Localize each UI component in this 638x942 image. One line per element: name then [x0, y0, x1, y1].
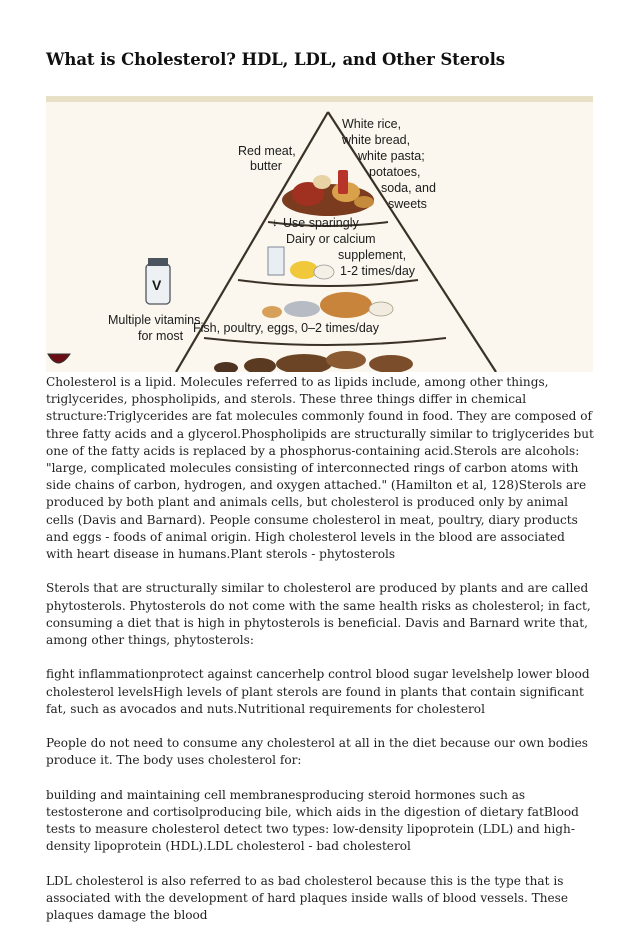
use-sparingly-label: Use sparingly — [283, 216, 359, 230]
tier-divider-2 — [238, 280, 418, 286]
top-tier-foods — [282, 170, 374, 216]
paragraph-1: Cholesterol is a lipid. Molecules referred to as lipids include, among other things, triglycerides, phospholipids, and sterols. These three things differ in chemical structure:Triglycerides are fat molecules commonly found in food. They are composed of three fatty acids and a glycerol.Phospholipids are structurally similar to triglycerides but one of the fatty acids is replaced by a phosphorus-containing acid.Sterols are alcohols: "large, complicated molecules consisting of interconnected rings of carbon atoms with side chains of carbon, hydrogen, and oxygen attached." (Hamilton et al, 128)Sterols are produced by both plant and animals cells, but cholesterol is produced only by animal cells (Davis and Barnard). People consume cholesterol in meat, poultry, diary products and eggs - foods of animal origin. High cholesterol levels in the blood are associated with heart disease in humans.Plant sterols - phytosterols — [46, 375, 594, 562]
food-pyramid-illustration — [46, 102, 593, 372]
label-red-meat-line2: butter — [250, 159, 282, 173]
page-title: What is Cholesterol? HDL, LDL, and Other Sterols — [46, 50, 505, 69]
label-vitamins-line2: for most — [138, 329, 184, 343]
wine-glass — [48, 354, 70, 363]
use-sparingly-label-group — [272, 216, 359, 230]
label-fish: Fish, poultry, eggs, 0–2 times/day — [193, 321, 379, 335]
paragraph-5: building and maintaining cell membranesproducing steroid hormones such as testosterone and cortisolproducing bile, which aids in the digestion of dietary fatBlood tests to measure cholesterol detect two types: low-density lipoprotein (LDL) and high-density lipoprotein (HDL).LDL cholesterol - bad cholesterol — [46, 787, 579, 854]
article-body — [46, 374, 594, 942]
paragraph-3: fight inflammationprotect against cancerhelp control blood sugar levelshelp lower blood cholesterol levelsHigh levels of plant sterols are found in plants that contain significant fat, such as avocados and nuts.Nutritional requirements for cholesterol — [46, 667, 590, 716]
label-white-rice-line3: white pasta; — [358, 149, 425, 163]
food-pyramid-image — [46, 96, 593, 372]
tier-divider-3 — [204, 338, 446, 345]
label-white-rice-line2: white bread, — [342, 133, 411, 147]
protein-tier-foods — [262, 292, 393, 318]
paragraph-2: Sterols that are structurally similar to cholesterol are produced by plants and are called phytosterols. Phytosterols do not come with the same health risks as cholesterol; in fact, consuming a diet that is high in phytosterols is beneficial. Davis and Barnard write that, among other things, phytosterols: — [46, 581, 591, 648]
label-white-rice-line6: sweets — [388, 197, 427, 211]
label-dairy-line3: 1-2 times/day — [340, 264, 416, 278]
nuts-tier-foods — [214, 351, 413, 372]
label-dairy-line2: supplement, — [338, 248, 407, 262]
label-vitamins-line1: Multiple vitamins — [108, 313, 201, 327]
label-dairy-line1: Dairy or calcium — [286, 232, 376, 246]
label-red-meat-line1: Red meat, — [238, 144, 296, 158]
label-white-rice-line4: potatoes, — [369, 165, 421, 179]
vitamin-v-glyph: V — [152, 277, 162, 293]
dairy-tier-foods — [268, 247, 334, 279]
label-white-rice-line1: White rice, — [342, 117, 402, 131]
vitamin-bottle — [146, 258, 170, 304]
label-white-rice-line5: soda, and — [381, 181, 436, 195]
arrow-icon: ↓ — [272, 217, 278, 229]
paragraph-6: LDL cholesterol is also referred to as bad cholesterol because this is the type that is associated with the development of hard plaques inside walls of blood vessels. These plaques damage the blood — [46, 873, 569, 923]
paragraph-4: People do not need to consume any cholesterol at all in the diet because our own bodies produce it. The body uses cholesterol for: — [46, 736, 588, 768]
